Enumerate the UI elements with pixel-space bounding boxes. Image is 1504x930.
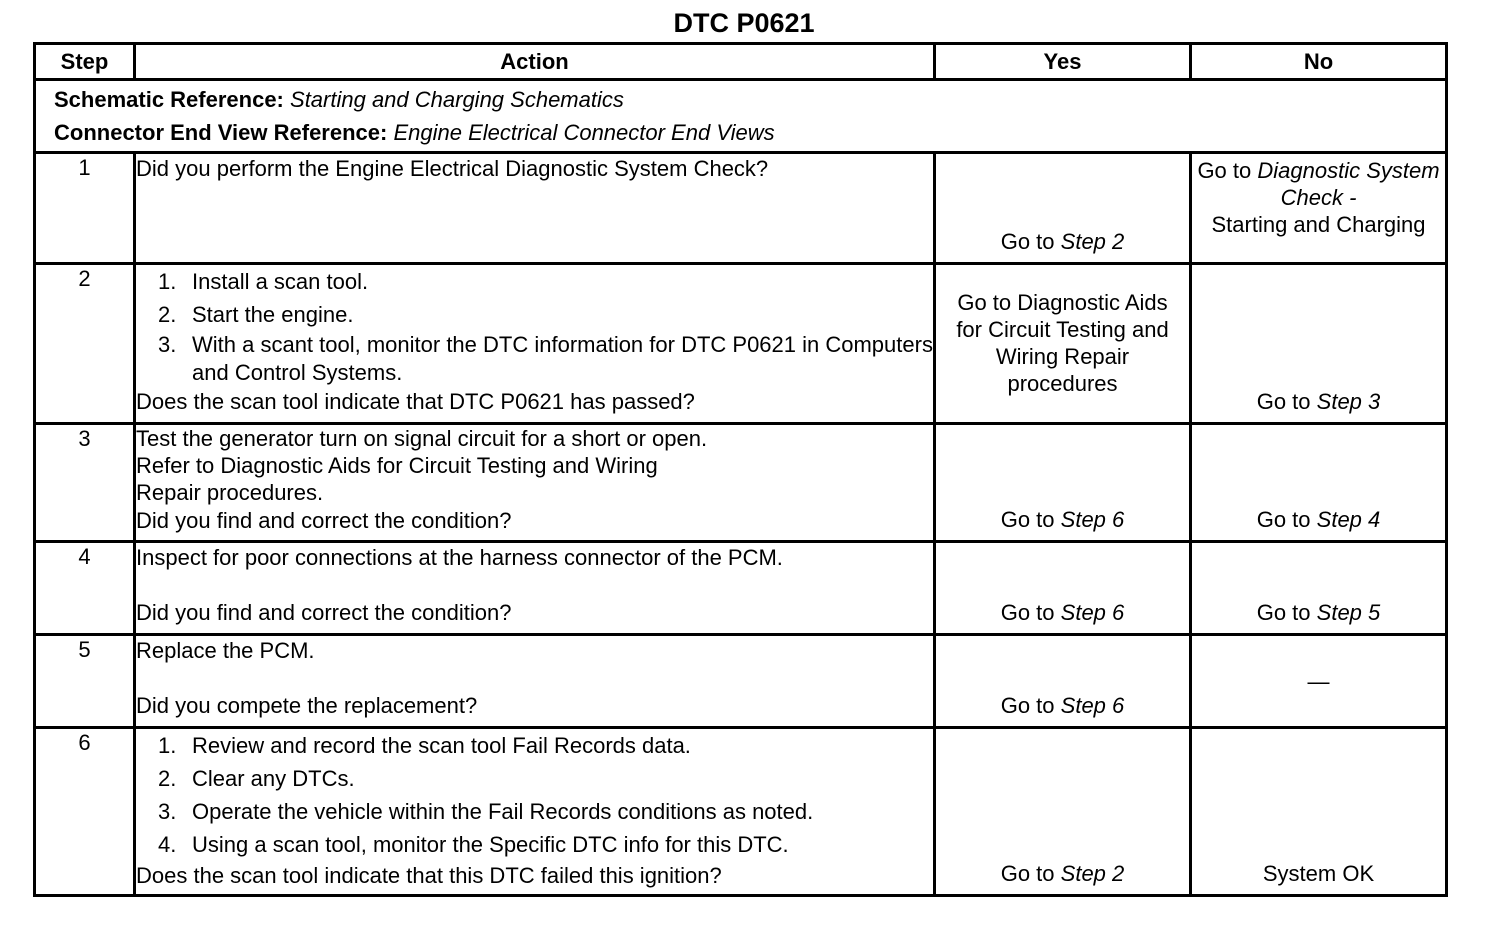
action-step: Operate the vehicle within the Fail Records conditions as noted. <box>192 799 814 824</box>
diagnostic-table <box>33 42 1448 897</box>
action-question: Does the scan tool indicate that this DTC failed this ignition? <box>136 863 722 888</box>
no-cell <box>1191 153 1447 264</box>
action-step: Using a scan tool, monitor the Specific DTC info for this DTC. <box>192 832 789 857</box>
action-line: Inspect for poor connections at the harness connector of the PCM. <box>136 545 783 570</box>
action-cell <box>135 542 935 635</box>
action-line: Test the generator turn on signal circuit for a short or open. <box>136 426 708 451</box>
action-line: Replace the PCM. <box>136 638 315 663</box>
action-cell <box>135 728 935 896</box>
action-question: Did you perform the Engine Electrical Diagnostic System Check? <box>136 156 769 181</box>
yes-goto[interactable]: Go to Step 6 <box>1000 693 1125 718</box>
page-title: DTC P0621 <box>673 8 815 38</box>
action-steps <box>136 265 933 387</box>
header-step: Step <box>35 44 135 80</box>
header-no: No <box>1191 44 1447 80</box>
yes-goto[interactable]: Go to Step 2 <box>1000 861 1125 886</box>
action-question: Did you find and correct the condition? <box>136 600 512 625</box>
no-cell <box>1191 542 1447 635</box>
action-question: Did you find and correct the condition? <box>136 508 512 533</box>
connector-reference-link[interactable]: Engine Electrical Connector End Views <box>393 120 775 145</box>
no-result-none: — <box>1307 668 1330 694</box>
schematic-reference <box>54 83 1445 116</box>
action-steps <box>136 729 933 861</box>
action-step: Review and record the scan tool Fail Records data. <box>192 733 691 758</box>
connector-reference-label: Connector End View Reference: <box>54 120 388 145</box>
action-cell <box>135 424 935 542</box>
yes-cell <box>935 264 1191 424</box>
reference-row <box>35 80 1447 153</box>
no-result: System OK <box>1262 861 1375 886</box>
yes-cell <box>935 424 1191 542</box>
table-row <box>35 424 1447 542</box>
action-cell <box>135 635 935 728</box>
action-step: Install a scan tool. <box>192 269 369 294</box>
yes-cell <box>935 635 1191 728</box>
action-cell <box>135 153 935 264</box>
yes-goto[interactable]: Go to Diagnostic Aids for Circuit Testing and Wiring Repair procedures <box>956 290 1169 396</box>
action-step: Clear any DTCs. <box>192 766 355 791</box>
step-number: 1 <box>35 153 135 264</box>
no-goto[interactable]: Go to Step 3 <box>1256 389 1381 414</box>
yes-goto[interactable]: Go to Step 6 <box>1000 507 1125 532</box>
step-number: 4 <box>35 542 135 635</box>
table-row <box>35 542 1447 635</box>
step-number: 2 <box>35 264 135 424</box>
action-step: Start the engine. <box>192 302 354 327</box>
yes-goto[interactable]: Go to Step 2 <box>1000 229 1125 254</box>
action-step: With a scant tool, monitor the DTC information for DTC P0621 in Computers and Control Systems. <box>192 332 933 385</box>
action-question: Did you compete the replacement? <box>136 693 478 718</box>
no-cell <box>1191 728 1447 896</box>
table-row <box>35 728 1447 896</box>
no-cell <box>1191 635 1447 728</box>
action-cell <box>135 264 935 424</box>
step-number: 6 <box>35 728 135 896</box>
action-line: Repair procedures. <box>136 480 324 505</box>
step-number: 5 <box>35 635 135 728</box>
schematic-reference-link[interactable]: Starting and Charging Schematics <box>290 87 624 112</box>
table-row <box>35 635 1447 728</box>
reference-cell <box>35 80 1447 153</box>
action-line: Refer to Diagnostic Aids for Circuit Testing and Wiring <box>136 453 658 478</box>
no-goto[interactable]: Go to Step 4 <box>1256 507 1381 532</box>
yes-goto[interactable]: Go to Step 6 <box>1000 600 1125 625</box>
header-row <box>35 44 1447 80</box>
action-question: Does the scan tool indicate that DTC P0621 has passed? <box>136 389 695 414</box>
table-row <box>35 153 1447 264</box>
step-number: 3 <box>35 424 135 542</box>
no-cell <box>1191 264 1447 424</box>
header-action: Action <box>135 44 935 80</box>
connector-reference <box>54 116 1445 149</box>
no-cell <box>1191 424 1447 542</box>
no-goto[interactable]: Go to Diagnostic System Check - Starting and Charging <box>1197 158 1440 237</box>
table-row <box>35 264 1447 424</box>
yes-cell <box>935 728 1191 896</box>
yes-cell <box>935 542 1191 635</box>
no-goto[interactable]: Go to Step 5 <box>1256 600 1381 625</box>
schematic-reference-label: Schematic Reference: <box>54 87 284 112</box>
header-yes: Yes <box>935 44 1191 80</box>
yes-cell <box>935 153 1191 264</box>
